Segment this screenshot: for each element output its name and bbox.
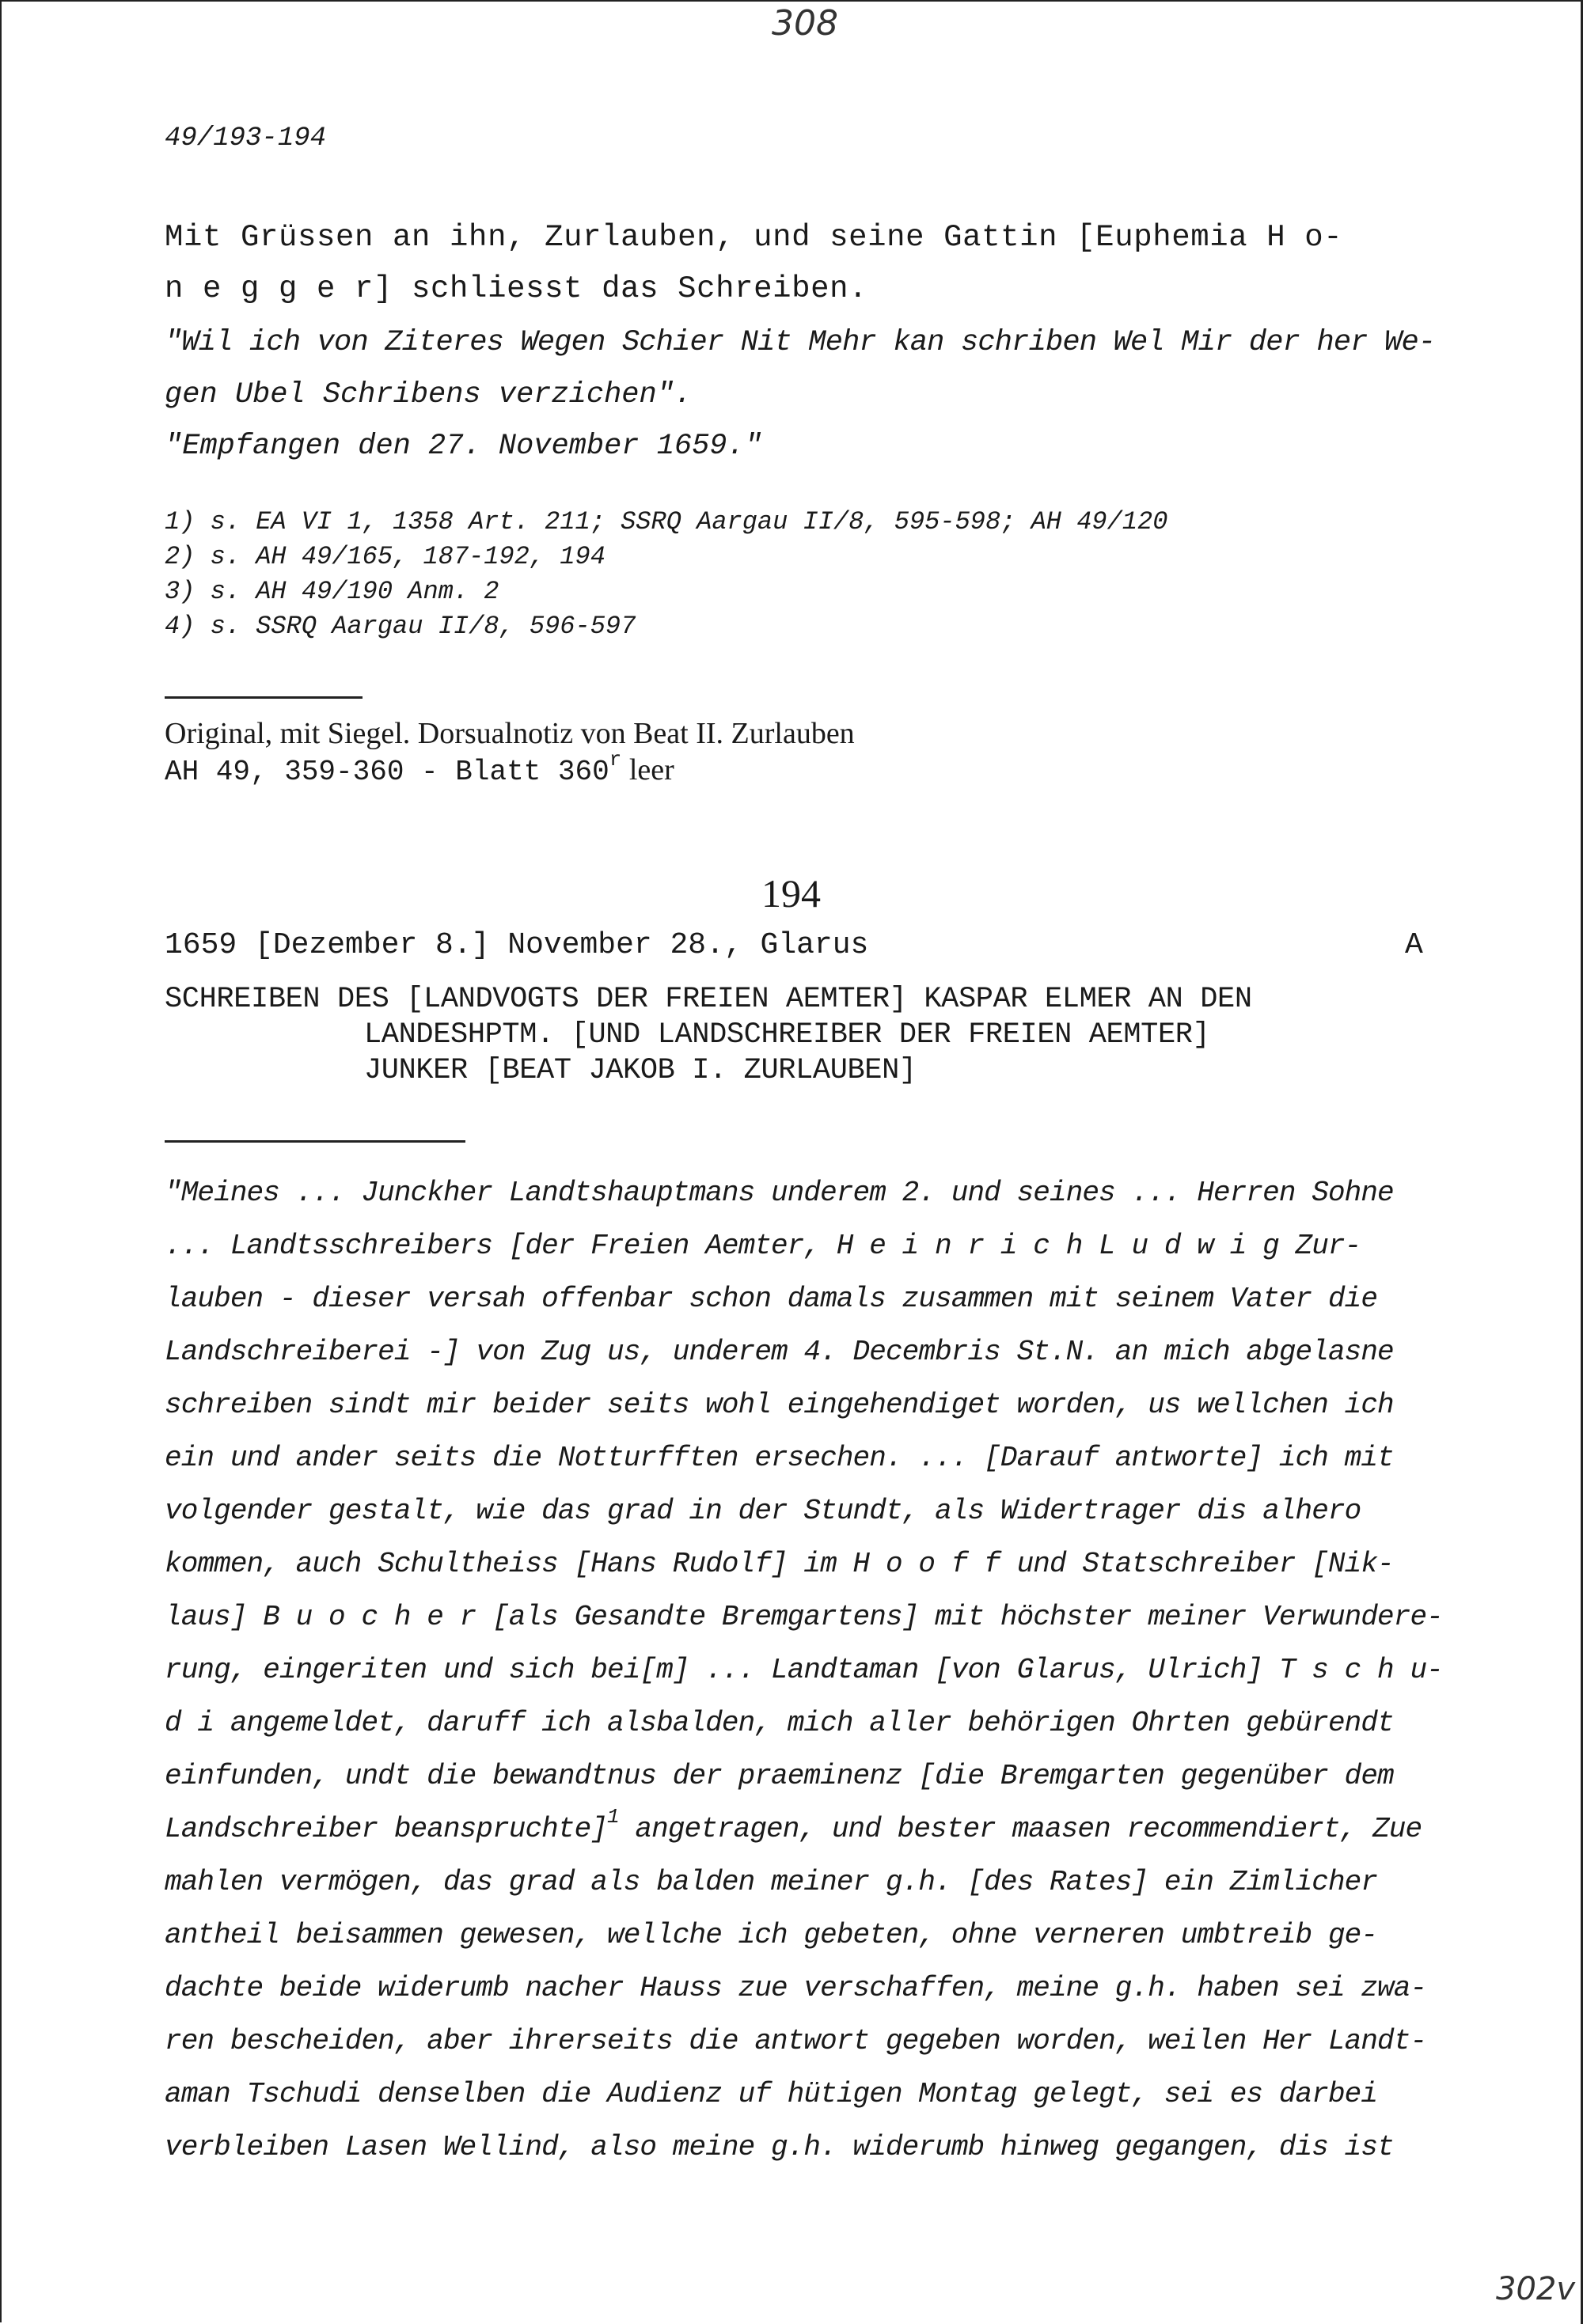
footnote-marker-1: 1 <box>607 1804 619 1829</box>
body-line-4: Landschreiberei -] von Zug us, underem 4. Decembris St.N. an mich abgelasne <box>165 1336 1394 1368</box>
footnote-3: 3) s. AH 49/190 Anm. 2 <box>165 577 499 606</box>
body-line-15: antheil beisammen gewesen, wellche ich gebeten, ohne verneren umbtreib ge- <box>165 1919 1378 1951</box>
source-line-2 <box>165 747 674 788</box>
body-line-7: volgender gestalt, wie das grad in der Stundt, als Widertrager dis alhero <box>165 1495 1361 1527</box>
body-line-13 <box>165 1804 1422 1845</box>
prev-doc-reference: 49/193-194 <box>165 123 327 154</box>
body-line-1: "Meines ... Junckher Landtshauptmans underem 2. und seines ... Herren Sohne <box>165 1177 1394 1209</box>
source-line-1: Original, mit Siegel. Dorsualnotiz von Beat II. Zurlauben <box>165 717 855 750</box>
body-line-2: ... Landtsschreibers [der Freien Aemter, H e i n r i c h L u d w i g Zur- <box>165 1230 1361 1262</box>
body-line-5: schreiben sindt mir beider seits wohl eingehendiget worden, us wellchen ich <box>165 1389 1394 1421</box>
quote-line-1: "Wil ich von Ziteres Wegen Schier Nit Mehr kan schriben Wel Mir der her We- <box>165 326 1436 359</box>
body-line-18: aman Tschudi denselben die Audienz uf hütigen Montag gelegt, sei es darbei <box>165 2078 1378 2110</box>
body-line-17: ren bescheiden, aber ihrerseits die antwort gegeben worden, weilen Her Landt- <box>165 2025 1427 2057</box>
body-line-6: ein und ander seits die Notturfften ersechen. ... [Darauf antworte] ich mit <box>165 1442 1394 1474</box>
body-line-13-text: Landschreiber beanspruchte] <box>165 1813 607 1845</box>
document-title-line-3: JUNKER [BEAT JAKOB I. ZURLAUBEN] <box>364 1054 917 1087</box>
body-line-9: laus] B u o c h e r [als Gesandte Bremgartens] mit höchster meiner Verwundere- <box>165 1601 1443 1633</box>
received-note: "Empfangen den 27. November 1659." <box>165 430 762 463</box>
source-line-2-text: AH 49, 359-360 - Blatt 360 <box>165 756 609 788</box>
document-number: 194 <box>761 871 821 916</box>
closing-line-1: Mit Grüssen an ihn, Zurlauben, und seine Gattin [Euphemia H o- <box>165 220 1343 255</box>
document-letter: A <box>1405 928 1423 962</box>
body-line-12: einfunden, undt die bewandtnus der praeminenz [die Bremgarten gegenüber dem <box>165 1760 1394 1792</box>
source-line-2-sup: r <box>609 747 622 772</box>
body-line-13-rest: angetragen, und bester maasen recommendiert, Zue <box>618 1813 1422 1845</box>
document-title-line-2: LANDESHPTM. [UND LANDSCHREIBER DER FREIEN AEMTER] <box>364 1018 1210 1052</box>
page-mark-top: 308 <box>772 3 838 44</box>
body-line-8: kommen, auch Schultheiss [Hans Rudolf] im H o o f f und Statschreiber [Nik- <box>165 1548 1394 1580</box>
document-date-place: 1659 [Dezember 8.] November 28., Glarus <box>165 928 869 962</box>
body-line-19: verbleiben Lasen Wellind, also meine g.h. widerumb hinweg gegangen, dis ist <box>165 2131 1394 2163</box>
closing-line-2: n e g g e r] schliesst das Schreiben. <box>165 271 868 306</box>
divider-rule-1 <box>165 696 363 699</box>
footnote-2: 2) s. AH 49/165, 187-192, 194 <box>165 542 605 571</box>
document-title-line-1: SCHREIBEN DES [LANDVOGTS DER FREIEN AEMTER] KASPAR ELMER AN DEN <box>165 983 1252 1016</box>
footnote-1: 1) s. EA VI 1, 1358 Art. 211; SSRQ Aargau II/8, 595-598; AH 49/120 <box>165 507 1168 536</box>
divider-rule-2 <box>165 1140 465 1143</box>
source-line-2-end: leer <box>621 753 674 787</box>
body-line-14: mahlen vermögen, das grad als balden meiner g.h. [des Rates] ein Zimlicher <box>165 1866 1378 1898</box>
footnote-4: 4) s. SSRQ Aargau II/8, 596-597 <box>165 612 636 641</box>
body-line-3: lauben - dieser versah offenbar schon damals zusammen mit seinem Vater die <box>165 1283 1378 1315</box>
body-line-10: rung, eingeriten und sich bei[m] ... Landtaman [von Glarus, Ulrich] T s c h u- <box>165 1654 1443 1686</box>
body-line-11: d i angemeldet, daruff ich alsbalden, mich aller behörigen Ohrten gebürendt <box>165 1707 1394 1739</box>
page-mark-bottom: 302v <box>1496 2271 1576 2307</box>
quote-line-2: gen Ubel Schribens verzichen". <box>165 378 693 411</box>
body-line-16: dachte beide widerumb nacher Hauss zue verschaffen, meine g.h. haben sei zwa- <box>165 1972 1427 2004</box>
